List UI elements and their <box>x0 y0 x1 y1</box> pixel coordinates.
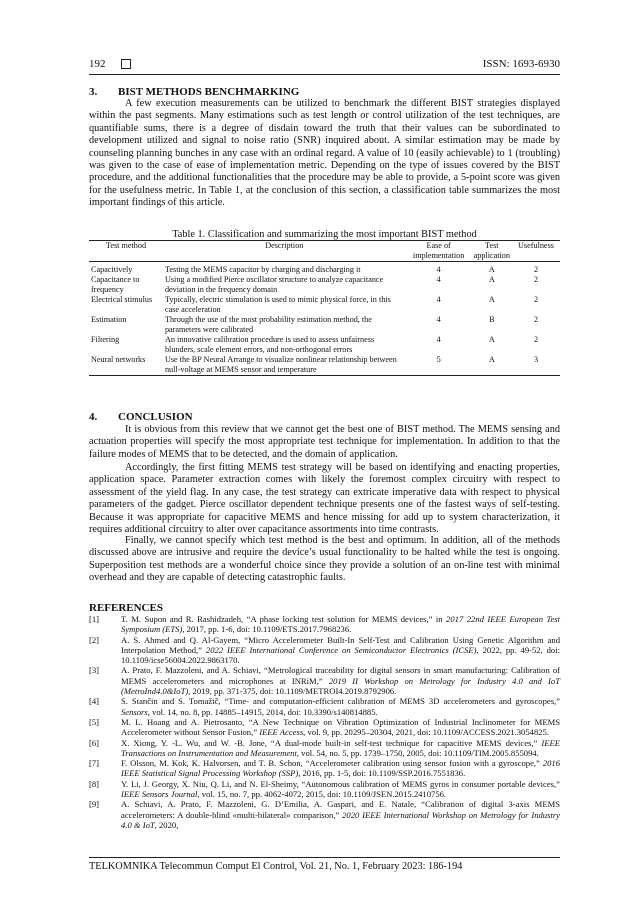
reference-tail: , vol. 14, no. 8, pp. 14885–14915, 2014, doi: 10.3390/s140814885. <box>147 706 378 717</box>
table-cell: Typically, electric stimulation is used to mimic physical force, in this case acceleration <box>164 295 391 314</box>
section-4-paragraph-1: It is obvious from this review that we cannot get the best one of BIST method. The MEMS sensing and actuation properties will specify the most appropriate test technique for implementation. In addition to that the failure modes of MEMS that to be detected, and the domain of application. <box>89 424 560 460</box>
reference-text: S. Stančin and S. Tomažič, “Time- and computation-efficient calibration of MEMS 3D accelerometers and gyroscopes,” <box>121 696 560 707</box>
footer-rule <box>89 857 560 858</box>
table-cell: A <box>488 275 495 284</box>
reference-tail: , 2022, pp. 49-52, doi: 10.1109/icse56004.2022.9863170. <box>121 644 560 666</box>
reference-item <box>89 738 560 759</box>
reference-item <box>89 799 560 830</box>
reference-venue: IEEE Sensors Journal <box>121 789 198 800</box>
table-cell: 5 <box>406 355 472 376</box>
table-cell: 2 <box>533 315 539 324</box>
reference-number: [9] <box>89 799 100 810</box>
reference-item <box>89 696 560 717</box>
checkbox-square-icon <box>121 59 131 69</box>
table-cell: 2 <box>533 295 539 304</box>
section-4-paragraph-2: Accordingly, the first fitting MEMS test strategy will be based on identifying and enacting properties, application space. Parameter extraction comes with likely the foremost complex circuitry with respect to assessment of the yield flag. In any case, the test strategy can extricate imperative data with respect to physical parameters of the gadget. Pierce oscillator dependent technique presents one of the fastest ways of self-testing. Because it was appropriate for capacitive MEMS and hence missing for add up to system characterization, it requires additional circuitry to alter over capacitance assortments into time contrasts. <box>89 462 560 536</box>
reference-item <box>89 758 560 779</box>
reference-number: [1] <box>89 614 100 624</box>
reference-venue: IEEE Transactions on Instrumentation and Measurement <box>121 737 560 758</box>
reference-tail: , 2017, pp. 1-6, doi: 10.1109/ETS.2017.7968236. <box>182 624 352 635</box>
reference-number: [6] <box>89 737 100 748</box>
table-cell: Electrical stimulus <box>91 295 153 304</box>
table-cell: 3 <box>512 355 560 376</box>
header-rule <box>89 74 560 75</box>
reference-tail: , vol. 54, no. 5, pp. 1739–1750, 2005, doi: 10.1109/TIM.2005.855094. <box>296 747 539 758</box>
section-3-heading <box>89 86 299 98</box>
table-row <box>89 262 560 276</box>
issn: ISSN: 1693-6930 <box>482 58 560 70</box>
table-cell: Capacitance to frequency <box>91 275 140 294</box>
reference-tail: , vol. 15, no. 7, pp. 4062-4072, 2015, doi: 10.1109/JSEN.2015.2410756. <box>197 789 447 800</box>
table-cell: Neural networks <box>89 355 163 376</box>
page-number: 192 <box>89 58 106 70</box>
reference-tail: , 2019, pp. 371-375, doi: 10.1109/METROI4.2019.8792906. <box>188 686 397 697</box>
table-cell: A <box>472 355 512 376</box>
references-list <box>89 614 560 830</box>
reference-number: [3] <box>89 665 100 676</box>
reference-tail: , 2020, <box>154 819 179 830</box>
table-row <box>89 335 560 355</box>
table-cell: 4 <box>436 335 441 344</box>
table-1-caption: Table 1. Classification and summarizing the most important BIST method <box>172 229 477 240</box>
reference-number: [5] <box>89 716 100 727</box>
reference-venue: 2016 IEEE Statistical Signal Processing Workshop (SSP) <box>121 758 560 779</box>
section-3-title: BIST METHODS BENCHMARKING <box>118 86 300 98</box>
table-cell: B <box>489 315 495 324</box>
reference-text: A. Schiavi, A. Prato, F. Mazzoleni, G. D’Emilia, A. Gaspari, and E. Natale, “Calibration of digital 3-axis MEMS accelerometers: A double-blind «multi-bilateral» comparison,” <box>121 799 560 820</box>
table-cell: A <box>488 265 495 274</box>
reference-text: Y. Li, J. Georgy, X. Niu, Q. Li, and N. El-Sheimy, “Autonomous calibration of MEMS gyros in consumer portable devices,” <box>121 778 560 789</box>
reference-venue: 2022 IEEE International Conference on Semiconductor Electronics (ICSE) <box>205 644 477 655</box>
table-cell: 4 <box>436 265 441 274</box>
table-1 <box>89 240 560 376</box>
table-header-row <box>89 241 560 262</box>
reference-item <box>89 779 560 800</box>
reference-venue: 2017 22nd IEEE European Test Symposium (ETS) <box>121 614 560 635</box>
section-3-paragraph: A few execution measurements can be utilized to benchmark the different BIST strategies displayed within the past segments. Many estimations such as test length or control utilization of the test techniques, are quantifiable sums, there is a degree of disdain toward the truth that their values can be subordinated to development utilized and signal to noise ratio (SNR) inquired about. A similar estimation may be made by counseling planning bunches in any case with an ordinal regard. A value of 10 (easily achievable) to 1 (troubling) was given to the case of ease of implementation metric. Depending on the type of issues covered by the BIST procedure, and the additional functionalities that the procedure may be able to provide, a 5-point score was given for the usefulness metric. In Table 1, at the conclusion of this section, a classification table summarizes the most important findings of this article. <box>89 98 560 209</box>
header-ease: Ease of implementation <box>406 241 472 262</box>
table-cell: Use the BP Neural Arrange to visualize nonlinear relationship between null-voltage at MEMS sensor and temperature <box>163 355 406 376</box>
table-cell: 2 <box>533 265 539 274</box>
table-cell: Filtering <box>91 335 120 344</box>
header-description: Description <box>163 241 406 262</box>
table-cell: Testing the MEMS capacitor by charging and discharging it <box>164 265 361 274</box>
reference-text: X. Xiong, Y. -L. Wu, and W. -B. Jone, “A dual-mode built-in self-test technique for capacitive MEMS devices,” <box>121 737 542 748</box>
reference-number: [7] <box>89 758 100 769</box>
table-cell: Using a modified Pierce oscillator structure to analyze capacitance deviation in the frequency domain <box>164 275 384 294</box>
reference-text: T. M. Supon and R. Rashidzadeh, “A phase locking test solution for MEMS devices,” in <box>121 614 447 624</box>
running-header <box>89 58 560 74</box>
table-cell: Through the use of the most probability estimation method, the parameters were calibrated <box>164 315 372 334</box>
table-cell: 2 <box>533 335 539 344</box>
table-cell: 4 <box>436 275 441 284</box>
table-cell: Capacitively <box>91 265 133 274</box>
table-cell: Estimation <box>91 315 127 324</box>
reference-venue: 2019 II Workshop on Metrology for Industry 4.0 and IoT (MetroInd4.0&IoT) <box>121 675 560 697</box>
reference-text: F. Olsson, M. Kok, K. Halvorsen, and T. B. Schon, “Accelerometer calibration using sensor fusion with a gyroscope,” <box>121 758 543 769</box>
running-footer: TELKOMNIKA Telecommun Comput El Control, Vol. 21, No. 1, February 2023: 186-194 <box>89 861 463 872</box>
reference-venue: Sensors <box>121 706 148 717</box>
section-3-number: 3. <box>89 86 98 98</box>
header-usefulness: Usefulness <box>512 241 560 262</box>
reference-venue: IEEE Access <box>259 727 304 738</box>
reference-tail: , 2016, pp. 1-5, doi: 10.1109/SSP.2016.7551836. <box>298 768 466 779</box>
table-row <box>89 315 560 335</box>
table-cell: An innovative calibration procedure is used to assess unfairness blunders, scale element errors, and non-orthogonal errors <box>164 335 375 354</box>
table-cell: A <box>488 295 495 304</box>
reference-text: A. Prato, F. Mazzoleni, and A. Schiavi, “Metrological traceability for digital sensors in smart manufacturing: Calibration of MEMS accelerometers and microphones at INRiM,” <box>121 665 560 686</box>
reference-text: M. L. Hoang and A. Pietrosanto, “A New Technique on Vibration Optimization of Industrial Inclinometer for MEMS Accelerometer without Sensor Fusion,” <box>121 716 560 738</box>
reference-item <box>89 635 560 666</box>
reference-venue: 2020 IEEE International Workshop on Metrology for Industry 4.0 & IoT <box>121 809 560 830</box>
reference-number: [4] <box>89 696 100 707</box>
table-row <box>89 355 560 376</box>
reference-item <box>89 665 560 696</box>
section-4-number: 4. <box>89 411 98 423</box>
references-heading: REFERENCES <box>89 602 163 614</box>
header-test-method: Test method <box>89 241 163 262</box>
table-cell: 4 <box>436 315 441 324</box>
table-cell: 2 <box>533 275 539 284</box>
table-row <box>89 295 560 315</box>
table-cell: A <box>488 335 495 344</box>
reference-item <box>89 614 560 635</box>
reference-number: [2] <box>89 634 100 645</box>
section-4-heading <box>89 411 193 423</box>
section-4-title: CONCLUSION <box>118 411 193 423</box>
reference-text: A. S. Ahmed and Q. Al-Gayem, “Micro Accelerometer Built-In Self-Test and Calibration Using Genetic Algorithm and Interpolation Method,” <box>121 634 560 655</box>
reference-item <box>89 717 560 738</box>
table-cell: 4 <box>436 295 441 304</box>
reference-number: [8] <box>89 778 100 789</box>
header-test-application: Test application <box>473 241 510 260</box>
section-4-paragraph-3: Finally, we cannot specify which test method is the best and optimum. In addition, all of the methods discussed above are intrusive and require the device’s usual functionality to be halted while the test is ongoing. Superposition test methods are a wonderful choice since they provide a solution of an on-line test with minimal overhead and they are capable of detecting catastrophic faults. <box>89 535 560 584</box>
table-row <box>89 275 560 295</box>
reference-tail: , vol. 9, pp. 20295–20304, 2021, doi: 10.1109/ACCESS.2021.3054825. <box>303 727 549 738</box>
